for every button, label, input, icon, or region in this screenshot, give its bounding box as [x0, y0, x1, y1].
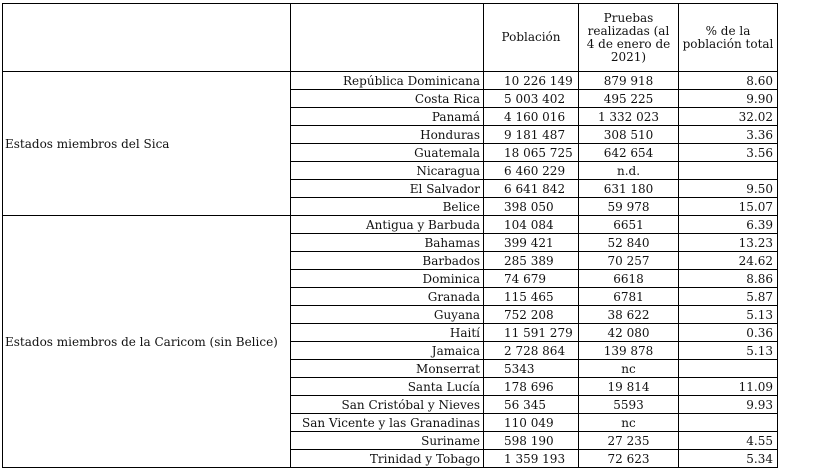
country-cell: Barbados [291, 252, 484, 270]
population-cell: 6 641 842 [484, 180, 579, 198]
percent-cell: 24.62 [679, 252, 778, 270]
header-country [291, 4, 484, 72]
population-cell: 285 389 [484, 252, 579, 270]
percent-cell: 6.39 [679, 216, 778, 234]
percent-cell: 5.87 [679, 288, 778, 306]
tests-cell: 70 257 [579, 252, 679, 270]
population-cell: 74 679 [484, 270, 579, 288]
country-cell: El Salvador [291, 180, 484, 198]
percent-cell [679, 162, 778, 180]
table-body [3, 72, 778, 468]
population-cell: 399 421 [484, 234, 579, 252]
percent-cell: 9.93 [679, 396, 778, 414]
population-cell: 752 208 [484, 306, 579, 324]
percent-cell: 5.13 [679, 306, 778, 324]
country-cell: Haití [291, 324, 484, 342]
country-cell: San Vicente y las Granadinas [291, 414, 484, 432]
table-row [3, 216, 778, 234]
population-cell: 9 181 487 [484, 126, 579, 144]
population-cell: 6 460 229 [484, 162, 579, 180]
group-label: Estados miembros de la Caricom (sin Belice) [3, 216, 291, 468]
tests-cell: 6651 [579, 216, 679, 234]
tests-cell: 1 332 023 [579, 108, 679, 126]
country-cell: Granada [291, 288, 484, 306]
tests-cell: 72 623 [579, 450, 679, 468]
header-group [3, 4, 291, 72]
country-cell: República Dominicana [291, 72, 484, 90]
population-cell: 115 465 [484, 288, 579, 306]
population-cell: 5 003 402 [484, 90, 579, 108]
percent-cell: 15.07 [679, 198, 778, 216]
country-cell: Nicaragua [291, 162, 484, 180]
tests-cell: 308 510 [579, 126, 679, 144]
percent-cell: 9.50 [679, 180, 778, 198]
tests-cell: 631 180 [579, 180, 679, 198]
percent-cell [679, 360, 778, 378]
header-row [3, 4, 778, 72]
country-cell: Belice [291, 198, 484, 216]
percent-cell: 5.34 [679, 450, 778, 468]
population-cell: 18 065 725 [484, 144, 579, 162]
country-cell: Guatemala [291, 144, 484, 162]
table-header [3, 4, 778, 72]
country-cell: Guyana [291, 306, 484, 324]
group-label: Estados miembros del Sica [3, 72, 291, 216]
percent-cell: 32.02 [679, 108, 778, 126]
tests-cell: 495 225 [579, 90, 679, 108]
country-cell: Santa Lucía [291, 378, 484, 396]
population-cell: 10 226 149 [484, 72, 579, 90]
population-cell: 4 160 016 [484, 108, 579, 126]
tests-cell: 19 814 [579, 378, 679, 396]
percent-cell: 8.86 [679, 270, 778, 288]
header-percent: % de la población total [679, 4, 778, 72]
population-cell: 178 696 [484, 378, 579, 396]
table-row [3, 72, 778, 90]
tests-cell: 27 235 [579, 432, 679, 450]
percent-cell: 4.55 [679, 432, 778, 450]
country-cell: Costa Rica [291, 90, 484, 108]
percent-cell: 3.56 [679, 144, 778, 162]
population-cell: 5343 [484, 360, 579, 378]
tests-cell: 879 918 [579, 72, 679, 90]
country-cell: Panamá [291, 108, 484, 126]
country-cell: Honduras [291, 126, 484, 144]
tests-cell: nc [579, 360, 679, 378]
tests-cell: 642 654 [579, 144, 679, 162]
percent-cell: 0.36 [679, 324, 778, 342]
country-cell: Trinidad y Tobago [291, 450, 484, 468]
percent-cell: 11.09 [679, 378, 778, 396]
tests-cell: 6781 [579, 288, 679, 306]
population-cell: 104 084 [484, 216, 579, 234]
country-cell: San Cristóbal y Nieves [291, 396, 484, 414]
country-cell: Dominica [291, 270, 484, 288]
header-tests: Pruebas realizadas (al 4 de enero de 2021) [579, 4, 679, 72]
tests-cell: 139 878 [579, 342, 679, 360]
percent-cell: 8.60 [679, 72, 778, 90]
country-cell: Jamaica [291, 342, 484, 360]
tests-cell: 52 840 [579, 234, 679, 252]
tests-cell: 59 978 [579, 198, 679, 216]
covid-tests-table [2, 3, 778, 468]
tests-cell: 38 622 [579, 306, 679, 324]
country-cell: Monserrat [291, 360, 484, 378]
population-cell: 2 728 864 [484, 342, 579, 360]
country-cell: Bahamas [291, 234, 484, 252]
percent-cell: 3.36 [679, 126, 778, 144]
country-cell: Suriname [291, 432, 484, 450]
tests-cell: 6618 [579, 270, 679, 288]
tests-cell: 42 080 [579, 324, 679, 342]
population-cell: 110 049 [484, 414, 579, 432]
population-cell: 598 190 [484, 432, 579, 450]
percent-cell: 5.13 [679, 342, 778, 360]
population-cell: 398 050 [484, 198, 579, 216]
tests-cell: n.d. [579, 162, 679, 180]
header-population: Población [484, 4, 579, 72]
population-cell: 56 345 [484, 396, 579, 414]
percent-cell [679, 414, 778, 432]
population-cell: 1 359 193 [484, 450, 579, 468]
percent-cell: 9.90 [679, 90, 778, 108]
tests-cell: nc [579, 414, 679, 432]
tests-cell: 5593 [579, 396, 679, 414]
population-cell: 11 591 279 [484, 324, 579, 342]
percent-cell: 13.23 [679, 234, 778, 252]
country-cell: Antigua y Barbuda [291, 216, 484, 234]
